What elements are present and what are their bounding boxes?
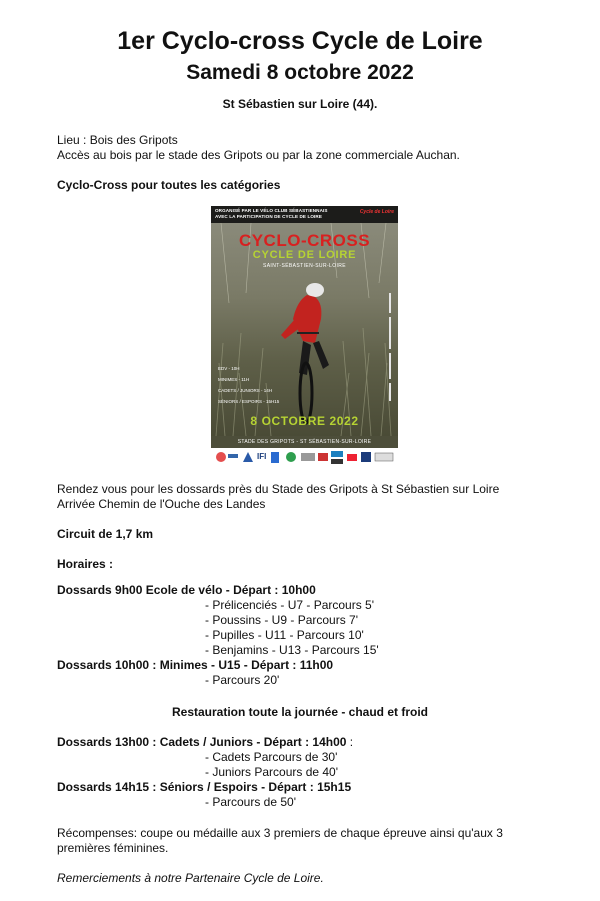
poster-organizer: ORGANISÉ PAR LE VÉLO CLUB SÉBASTIENNAIS AVEC LA PARTICIPATION DE CYCLE DE LOIRE: [215, 208, 328, 219]
poster-subtitle: CYCLE DE LOIRE: [252, 249, 357, 261]
event-location: St Sébastien sur Loire (44).: [222, 97, 378, 111]
schedule-dossards-14h15: Dossards 14h15 : Séniors / Espoirs - Départ : 15h15: [57, 780, 352, 794]
sponsor-logos: [211, 448, 398, 468]
schedule-item: - Prélicenciés - U7 - Parcours 5': [205, 598, 375, 612]
rdv-text: Rendez vous pour les dossards près du Stade des Gripots à St Sébastien sur Loire: [57, 482, 500, 496]
poster-schedule-seniors: SÉNIORS / ESPOIRS - 15H15: [218, 399, 280, 404]
arrivee-text: Arrivée Chemin de l'Ouche des Landes: [57, 497, 266, 511]
schedule-item: - Benjamins - U13 - Parcours 15': [205, 643, 379, 657]
poster-brand-logo: Cycle de Loire: [359, 209, 394, 215]
horaires-heading: Horaires :: [57, 557, 114, 571]
circuit-heading: Circuit de 1,7 km: [57, 527, 154, 541]
page-title: 1er Cyclo-cross Cycle de Loire: [117, 27, 483, 55]
schedule-item: - Pupilles - U11 - Parcours 10': [205, 628, 364, 642]
poster-city: SAINT-SÉBASTIEN-SUR-LOIRE: [262, 263, 347, 269]
schedule-dossards-13h: Dossards 13h00 : Cadets / Juniors - Départ : 14h00 :: [57, 735, 354, 749]
lieu-text: Lieu : Bois des Gripots: [57, 133, 178, 147]
poster-schedule-minimes: MINIMES - 11H: [218, 377, 250, 382]
poster-footer: [211, 436, 398, 468]
schedule-item: - Parcours de 50': [205, 795, 297, 809]
remerciements-text: Remerciements à notre Partenaire Cycle de Loire.: [57, 871, 324, 885]
sponsor-logos-graphic: [211, 448, 398, 468]
recompenses-text: Récompenses: coupe ou médaille aux 3 premiers de chaque épreuve ainsi qu'aux 3: [57, 826, 503, 840]
schedule-item: - Poussins - U9 - Parcours 7': [205, 613, 359, 627]
schedule-item: - Juniors Parcours de 40': [205, 765, 339, 779]
schedule-dossards-9h: Dossards 9h00 Ecole de vélo - Départ : 10h00: [57, 583, 316, 597]
schedule-dossards-10h: Dossards 10h00 : Minimes - U15 - Départ : 11h00: [57, 658, 334, 672]
poster-photo: [211, 223, 398, 436]
poster-side-text-mark: [387, 293, 393, 403]
recompenses-text-2: premières féminines.: [57, 841, 169, 855]
restauration-heading: Restauration toute la journée - chaud et froid: [171, 705, 429, 719]
poster-date: 8 OCTOBRE 2022: [250, 414, 359, 428]
event-date: Samedi 8 octobre 2022: [186, 61, 414, 84]
poster-schedule-cadets: CADETS / JUNIORS - 14H: [218, 388, 273, 393]
schedule-item: - Cadets Parcours de 30': [205, 750, 338, 764]
poster-schedule-edv: EDV - 10H: [218, 366, 240, 371]
schedule-item: - Parcours 20': [205, 673, 280, 687]
event-poster: [211, 206, 398, 468]
acces-text: Accès au bois par le stade des Gripots ou par la zone commerciale Auchan.: [57, 148, 460, 162]
sponsor-logo-ifi: IFI: [257, 452, 267, 461]
poster-title: CYCLO-CROSS: [238, 231, 371, 250]
poster-header-band: [211, 206, 398, 223]
categories-heading: Cyclo-Cross pour toutes les catégories: [57, 178, 281, 192]
poster-venue: STADE DES GRIPOTS - ST SÉBASTIEN-SUR-LOIRE: [237, 439, 372, 445]
